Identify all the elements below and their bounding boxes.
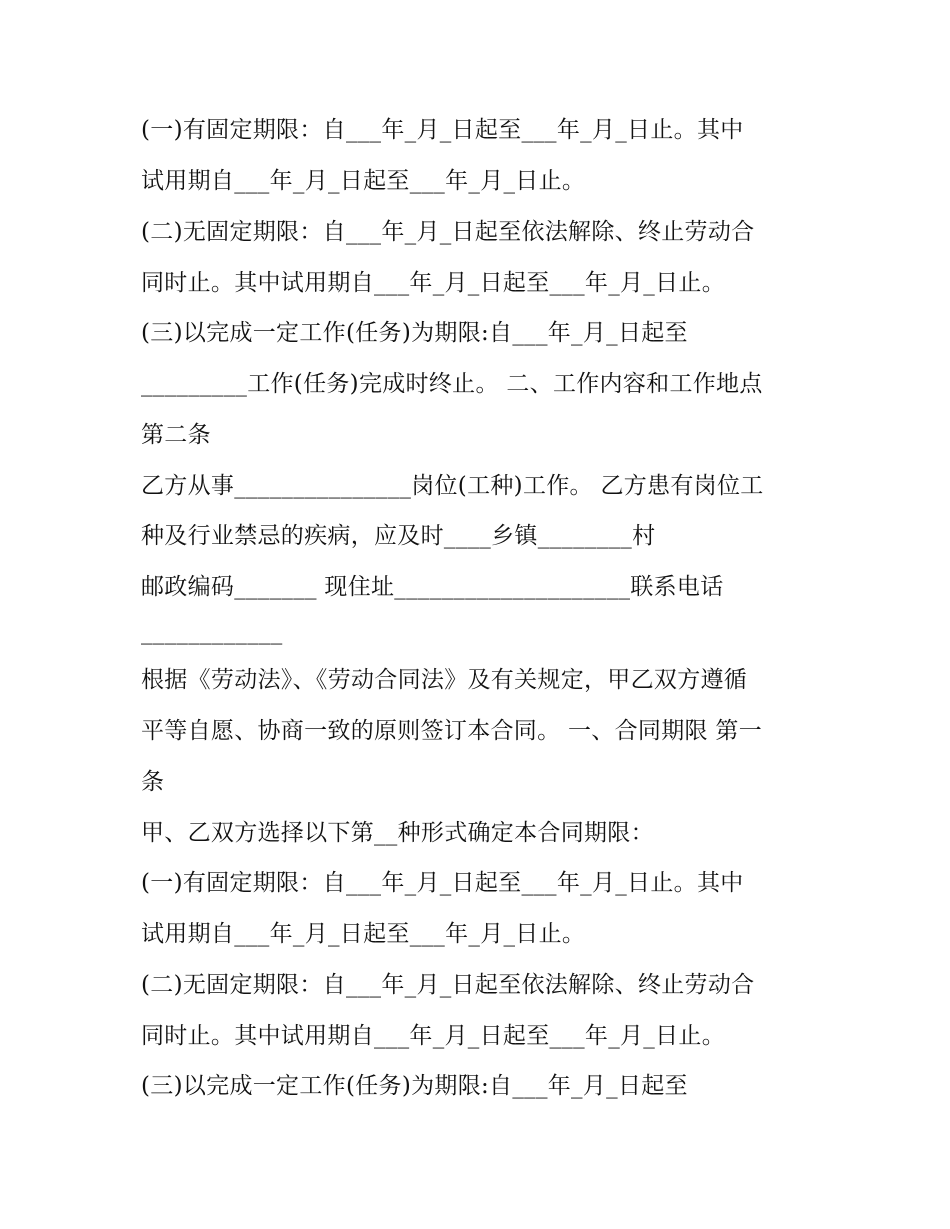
text-line: 第二条 [141,422,211,448]
text-line: 试用期自___年_月_日起至___年_月_日止。 [141,921,586,947]
text-line: ____________ [141,619,283,645]
text-line: (三)以完成一定工作(任务)为期限:自___年_月_日起至 [141,320,688,346]
text-line: 同时止。其中试用期自___年_月_日起至___年_月_日止。 [141,1023,725,1049]
text-line: 乙方从事_______________岗位(工种)工作。 乙方患有岗位工 [141,473,764,499]
text-line: (二)无固定期限：自___年_月_日起至依法解除、终止劳动合 [141,972,755,998]
text-line: 平等自愿、协商一致的原则签订本合同。 一、合同期限 第一 [141,718,763,744]
text-line: (二)无固定期限：自___年_月_日起至依法解除、终止劳动合 [141,219,755,245]
text-line: 根据《劳动法》、《劳动合同法》及有关规定，甲乙双方遵循 [141,667,748,693]
text-line: 同时止。其中试用期自___年_月_日起至___年_月_日止。 [141,270,725,296]
text-line: 条 [141,769,165,795]
text-line: (三)以完成一定工作(任务)为期限:自___年_月_日起至 [141,1073,688,1099]
text-line: 甲、乙双方选择以下第__种形式确定本合同期限： [141,820,654,846]
text-line: (一)有固定期限：自___年_月_日起至___年_月_日止。其中 [141,870,744,896]
text-line: 种及行业禁忌的疾病，应及时____乡镇________村 [141,523,656,549]
text-line: 试用期自___年_月_日起至___年_月_日止。 [141,168,586,194]
text-line: 邮政编码_______ 现住址____________________联系电话 [141,574,724,600]
text-line: (一)有固定期限：自___年_月_日起至___年_月_日止。其中 [141,117,744,143]
text-line: _________工作(任务)完成时终止。 二、工作内容和工作地点 [141,371,763,397]
